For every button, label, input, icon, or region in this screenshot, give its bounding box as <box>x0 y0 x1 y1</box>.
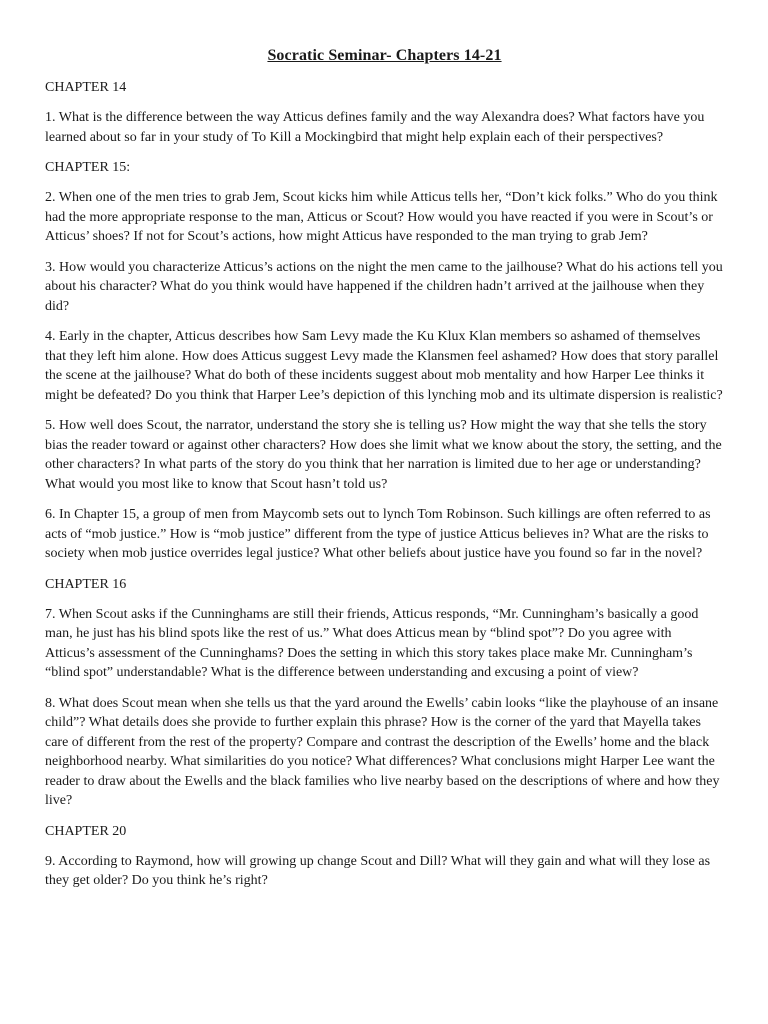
question-3: 3. How would you characterize Atticus’s actions on the night the men came to the jailhouse? What do his actions tell you about his character? What do you think would have happened if the children hadn’t arrived at the jailhouse when they did? <box>45 259 723 314</box>
section-heading-chapter-14: CHAPTER 14 <box>45 80 127 95</box>
section-heading-chapter-20: CHAPTER 20 <box>45 823 127 839</box>
section-heading-chapter-16: CHAPTER 16 <box>45 576 127 592</box>
question-4: 4. Early in the chapter, Atticus describes how Sam Levy made the Ku Klux Klan members so ashamed of themselves that they left him alone. How does Atticus suggest Levy made the Klansmen feel ashamed? How does that story parallel the scene at the jailhouse? What do both of these incidents suggest about mob mentality and how Harper Lee thinks it might be defeated? Do you think that Harper Lee’s depiction of this lynching mob and its ultimate dispersion is realistic? <box>45 329 723 403</box>
question-2: 2. When one of the men tries to grab Jem, Scout kicks him while Atticus tells her, “Don’t kick folks.” Who do you think had the more appropriate response to the man, Atticus or Scout? How would you have reacted if you were in Scout’s or Atticus’ shoes? If not for Scout’s actions, how might Atticus have responded to the man trying to grab Jem? <box>45 190 718 244</box>
question-8: 8. What does Scout mean when she tells us that the yard around the Ewells’ cabin looks “like the playhouse of an insane child”? What details does she provide to further explain this phrase? How is the corner of the yard that Mayella takes care of different from the rest of the property? Compare and contrast the description of the Ewells’ home and the black neighborhood nearby. What similarities do you notice? What differences? What conclusions might Harper Lee want the reader to draw about the Ewells and the black families who live nearby based on the descriptions of where and how they live? <box>45 695 720 808</box>
document-title: Socratic Seminar- Chapters 14-21 <box>267 47 502 64</box>
question-7: 7. When Scout asks if the Cunninghams are still their friends, Atticus responds, “Mr. Cunningham’s basically a good man, he just has his blind spots like the rest of us.” What does Atticus mean by “blind spot”? Do you agree with Atticus’s assessment of the Cunninghams? Does the setting in which this story takes place make Mr. Cunningham’s “blind spot” understandable? What is the difference between understanding and excusing a point of view? <box>45 606 699 680</box>
question-9: 9. According to Raymond, how will growing up change Scout and Dill? What will they gain and what will they lose as they get older? Do you think he’s right? <box>45 853 711 888</box>
question-1: 1. What is the difference between the way Atticus defines family and the way Alexandra does? What factors have you learned about so far in your study of To Kill a Mockingbird that might help explain each of their perspectives? <box>45 110 705 145</box>
question-5: 5. How well does Scout, the narrator, understand the story she is telling us? How might the way that she tells the story bias the reader toward or against other characters? How does she limit what we know about the story, the setting, and the other characters? In what parts of the story do you think that her narration is limited due to her age or understanding? What would you most like to know that Scout hasn’t told us? <box>45 418 722 492</box>
question-6: 6. In Chapter 15, a group of men from Maycomb sets out to lynch Tom Robinson. Such killings are often referred to as acts of “mob justice.” How is “mob justice” different from the type of justice Atticus believes in? What are the risks to society when mob justice overrides legal justice? What other beliefs about justice have you found so far in the novel? <box>45 507 711 561</box>
section-heading-chapter-15: CHAPTER 15: <box>45 160 131 175</box>
